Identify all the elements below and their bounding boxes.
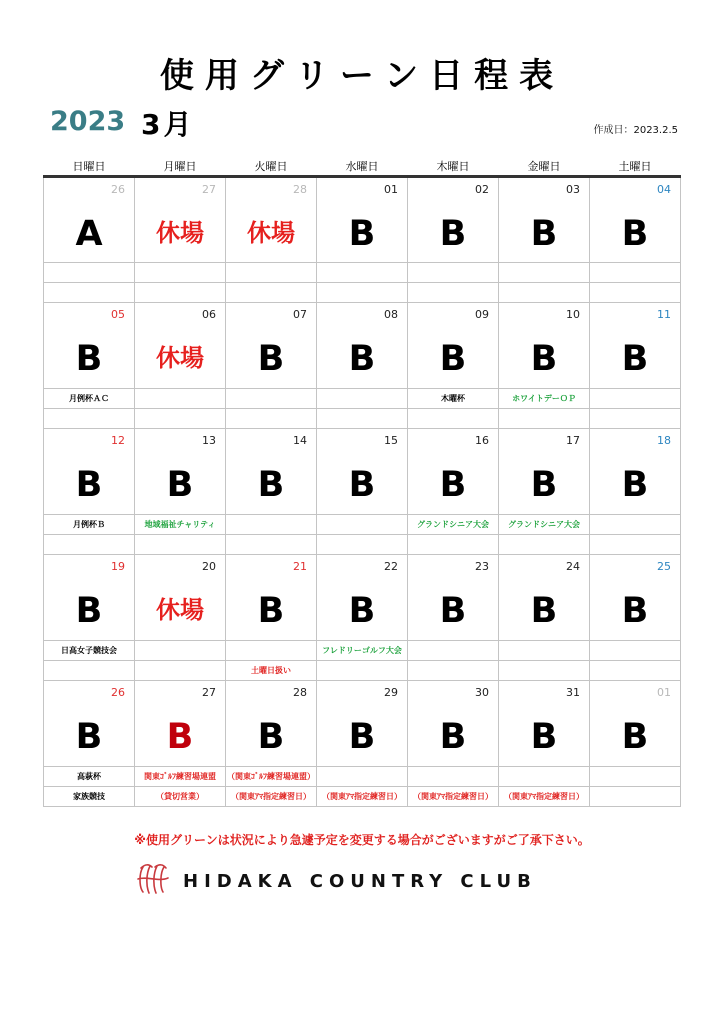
closed-label: 休場 [247,219,295,247]
green-code: B [348,214,376,254]
day-cell [135,681,226,767]
green-code: B [621,339,649,379]
event-cell: 木曜杯 [408,389,499,409]
week-4-days [44,555,681,641]
green-code: B [530,339,558,379]
green-code: B [166,717,194,757]
event-cell [590,389,681,409]
event-cell [590,283,681,303]
day-number: 13 [202,434,216,447]
green-code: B [348,465,376,505]
change-notice: ※使用グリーンは状況により急遽予定を変更する場合がございますがご了承下さい。 [134,833,590,847]
day-cell [408,303,499,389]
closed-label: 休場 [156,219,204,247]
week-5-events-1 [44,767,681,787]
event-cell [135,263,226,283]
event-cell [408,641,499,661]
day-cell [590,555,681,641]
event-cell [135,535,226,555]
day-number: 21 [293,560,307,573]
green-code: B [530,214,558,254]
green-code: B [439,214,467,254]
day-cell [499,177,590,263]
week-5-events-2 [44,787,681,807]
day-number: 26 [111,183,125,196]
green-code: B [439,465,467,505]
event-cell [408,283,499,303]
closed-label: 休場 [156,596,204,624]
event-cell [590,641,681,661]
green-code: B [257,591,285,631]
event-cell [317,389,408,409]
event-cell [408,767,499,787]
green-code: B [348,591,376,631]
green-code: B [75,339,103,379]
event-cell [44,263,135,283]
event-cell: 日高女子競技会 [44,641,135,661]
week-1-events-2 [44,283,681,303]
week-4-events-1 [44,641,681,661]
event-cell [499,661,590,681]
event-cell [135,661,226,681]
green-code: B [257,339,285,379]
event-cell [226,409,317,429]
event-cell [135,641,226,661]
green-code: B [621,717,649,757]
weekday-fri: 金曜日 [499,158,590,177]
day-number: 11 [657,308,671,321]
closed-label: 休場 [156,344,204,372]
event-cell [499,641,590,661]
event-cell [408,535,499,555]
event-cell: グランドシニア大会 [499,515,590,535]
green-code: B [75,591,103,631]
event-cell [317,661,408,681]
day-cell [44,429,135,515]
green-code: A [75,214,103,254]
weekday-sun: 日曜日 [44,158,135,177]
event-cell [226,283,317,303]
event-cell [590,661,681,681]
day-cell [317,303,408,389]
day-number: 17 [566,434,580,447]
week-3-events-2 [44,535,681,555]
day-number: 28 [293,183,307,196]
event-cell: （関東ｺﾞﾙﾌ練習場連盟） [226,767,317,787]
event-cell [226,515,317,535]
green-code: B [530,465,558,505]
green-code: B [348,717,376,757]
event-cell [226,641,317,661]
day-cell [44,681,135,767]
green-code: B [166,465,194,505]
day-cell [44,303,135,389]
event-cell [590,787,681,807]
club-name: HIDAKA COUNTRY CLUB [183,871,537,892]
green-code: B [439,591,467,631]
event-cell: （関東ｱﾏ指定練習日） [499,787,590,807]
day-cell [499,681,590,767]
day-cell [135,303,226,389]
event-cell [135,389,226,409]
day-cell [135,429,226,515]
event-cell [226,535,317,555]
weekday-tue: 火曜日 [226,158,317,177]
day-cell [590,177,681,263]
week-3-days [44,429,681,515]
event-cell: 土曜日扱い [226,661,317,681]
day-number: 10 [566,308,580,321]
event-cell [590,515,681,535]
event-cell [226,389,317,409]
weekday-header-row [44,158,681,177]
event-cell: 関東ｺﾞﾙﾌ練習場連盟 [135,767,226,787]
event-cell [44,661,135,681]
day-cell [499,555,590,641]
event-cell [317,535,408,555]
event-cell [590,767,681,787]
day-number: 02 [475,183,489,196]
day-number: 15 [384,434,398,447]
event-cell [135,409,226,429]
day-cell [135,555,226,641]
event-cell [317,263,408,283]
green-code: B [621,214,649,254]
day-number: 22 [384,560,398,573]
green-code: B [75,717,103,757]
event-cell: （関東ｱﾏ指定練習日） [317,787,408,807]
day-number: 18 [657,434,671,447]
day-cell [408,177,499,263]
day-number: 08 [384,308,398,321]
green-code: B [75,465,103,505]
day-cell [590,681,681,767]
day-number: 03 [566,183,580,196]
event-cell: （関東ｱﾏ指定練習日） [408,787,499,807]
day-number: 23 [475,560,489,573]
day-cell [226,429,317,515]
event-cell [499,767,590,787]
day-cell [590,429,681,515]
green-code: B [257,465,285,505]
day-number: 06 [202,308,216,321]
week-2-events-1 [44,389,681,409]
day-number: 25 [657,560,671,573]
event-cell: （貸切営業） [135,787,226,807]
event-cell: グランドシニア大会 [408,515,499,535]
day-number: 20 [202,560,216,573]
day-cell [499,429,590,515]
page-title: 使用グリーン日程表 [159,56,565,96]
week-3-events-1 [44,515,681,535]
day-cell [408,555,499,641]
green-code: B [348,339,376,379]
green-code: B [621,591,649,631]
day-cell [226,177,317,263]
green-code: B [439,717,467,757]
event-cell [44,535,135,555]
event-cell [590,409,681,429]
day-number: 31 [566,686,580,699]
day-cell [226,681,317,767]
green-code: B [530,591,558,631]
event-cell: 月例杯Ｂ [44,515,135,535]
day-number: 29 [384,686,398,699]
weekday-mon: 月曜日 [135,158,226,177]
event-cell [44,409,135,429]
event-cell [590,535,681,555]
week-2-days [44,303,681,389]
day-number: 05 [111,308,125,321]
day-number: 27 [202,183,216,196]
event-cell [226,263,317,283]
day-cell [226,555,317,641]
event-cell [317,515,408,535]
created-date: 作成日：2023.2.5 [593,125,678,136]
week-5-days [44,681,681,767]
green-code: B [439,339,467,379]
day-cell [317,681,408,767]
week-2-events-2 [44,409,681,429]
weekday-sat: 土曜日 [590,158,681,177]
event-cell: 家族競技 [44,787,135,807]
day-cell [317,555,408,641]
day-number: 28 [293,686,307,699]
event-cell [499,283,590,303]
weekday-thu: 木曜日 [408,158,499,177]
day-cell [44,177,135,263]
event-cell [408,409,499,429]
day-cell [317,429,408,515]
event-cell [317,409,408,429]
day-cell [135,177,226,263]
day-number: 30 [475,686,489,699]
month-label: 3月 [141,108,195,141]
green-code: B [530,717,558,757]
event-cell: 月例杯ＡＣ [44,389,135,409]
day-cell [226,303,317,389]
week-4-events-2 [44,661,681,681]
day-number: 01 [384,183,398,196]
green-code: B [257,717,285,757]
week-1-events-1 [44,263,681,283]
event-cell [499,263,590,283]
event-cell [317,283,408,303]
event-cell [317,767,408,787]
day-number: 01 [657,686,671,699]
day-number: 09 [475,308,489,321]
day-number: 04 [657,183,671,196]
hidaka-monogram-icon [135,861,171,897]
event-cell: （関東ｱﾏ指定練習日） [226,787,317,807]
event-cell [499,535,590,555]
day-cell [44,555,135,641]
event-cell [135,283,226,303]
day-number: 26 [111,686,125,699]
green-code: B [621,465,649,505]
day-number: 27 [202,686,216,699]
day-cell [317,177,408,263]
event-cell [408,263,499,283]
day-number: 16 [475,434,489,447]
event-cell [499,409,590,429]
event-cell: 高萩杯 [44,767,135,787]
day-cell [590,303,681,389]
day-number: 14 [293,434,307,447]
green-calendar [43,158,681,807]
day-cell [408,681,499,767]
event-cell: 地域福祉チャリティ [135,515,226,535]
event-cell: フレドリーゴルフ大会 [317,641,408,661]
event-cell [590,263,681,283]
event-cell: ホワイトデーＯＰ [499,389,590,409]
day-cell [499,303,590,389]
day-number: 19 [111,560,125,573]
day-cell [408,429,499,515]
day-number: 07 [293,308,307,321]
weekday-wed: 水曜日 [317,158,408,177]
day-number: 12 [111,434,125,447]
day-number: 24 [566,560,580,573]
event-cell [44,283,135,303]
event-cell [408,661,499,681]
week-1-days [44,177,681,263]
year-label: 2023 [50,106,126,137]
